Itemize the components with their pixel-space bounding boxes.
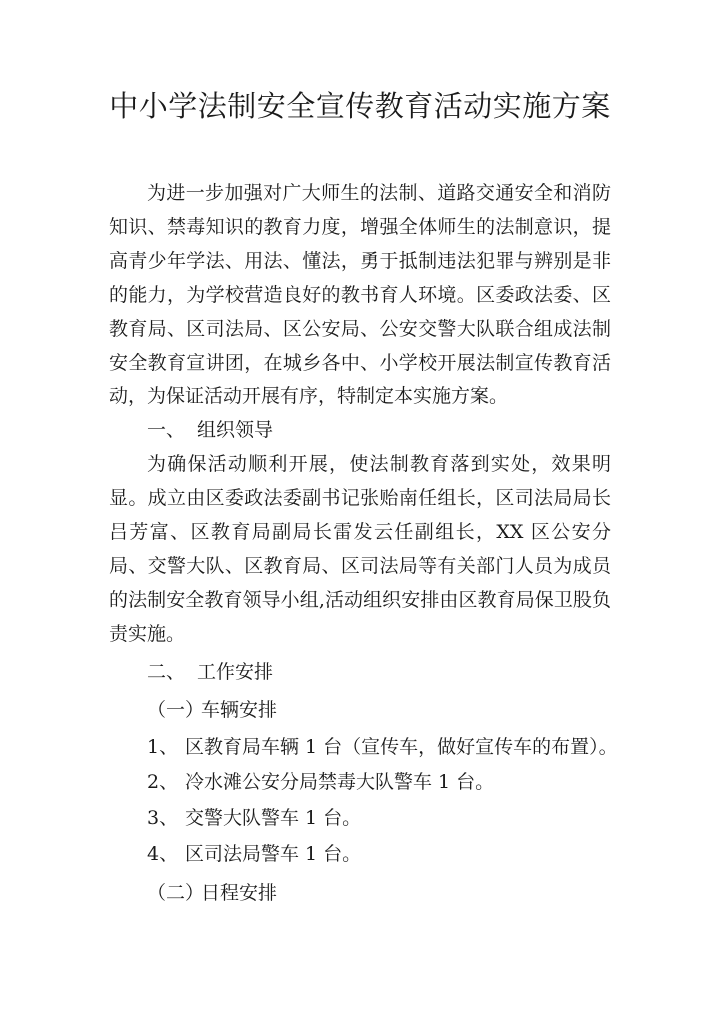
subsection-heading-2 — [109, 873, 611, 913]
section-heading-1 — [109, 414, 611, 448]
intro-paragraph: 为进一步加强对广大师生的法制、道路交通安全和消防知识、禁毒知识的教育力度，增强全体师生的法制意识，提高青少年学法、用法、懂法，勇于抵制违法犯罪与辨别是非的能力，为学校营造良好的教书育人环境。区委政法委、区教育局、区司法局、区公安局、公安交警大队联合组成法制安全教育宣讲团，在城乡各中、小学校开展法制宣传教育活动，为保证活动开展有序，特制定本实施方案。 — [109, 182, 611, 408]
list-item — [109, 837, 611, 873]
section-number: 一、 — [147, 419, 186, 442]
section-heading-2 — [109, 652, 611, 690]
list-item-number: 4、 — [147, 843, 179, 866]
list-item-number: 2、 — [147, 771, 179, 794]
document-title: 中小学法制安全宣传教育活动实施方案 — [109, 89, 611, 123]
list-item — [109, 765, 611, 801]
list-item-text: 区司法局警车 1 台。 — [185, 843, 362, 866]
subsection-heading-1 — [109, 690, 611, 730]
list-item — [109, 801, 611, 837]
list-item-number: 3、 — [147, 807, 179, 830]
list-item-text: 区教育局车辆 1 台（宣传车，做好宣传车的布置）。 — [185, 735, 618, 758]
section-number: 二、 — [147, 660, 186, 683]
list-item-text: 冷水滩公安分局禁毒大队警车 1 台。 — [185, 771, 495, 794]
list-item-number: 1、 — [147, 735, 179, 758]
subsection-number: （一） — [147, 698, 205, 721]
list-item — [109, 730, 618, 766]
subsection-heading-text: 日程安排 — [201, 882, 278, 905]
subsection-number: （二） — [147, 882, 205, 905]
section-heading-text: 工作安排 — [197, 660, 274, 683]
subsection-heading-text: 车辆安排 — [201, 698, 278, 721]
section1-paragraph: 为确保活动顺利开展，使法制教育落到实处，效果明显。成立由区委政法委副书记张贻南任组长，区司法局局长吕芳富、区教育局副局长雷发云任副组长，XX 区公安分局、交警大队、区教育局、区司法局等有关部门人员为成员的法制安全教育领导小组,活动组织安排由区教育局保卫股负责实施。 — [109, 453, 611, 645]
document-body — [109, 177, 618, 913]
section-heading-text: 组织领导 — [197, 419, 274, 442]
list-item-text: 交警大队警车 1 台。 — [185, 807, 362, 830]
